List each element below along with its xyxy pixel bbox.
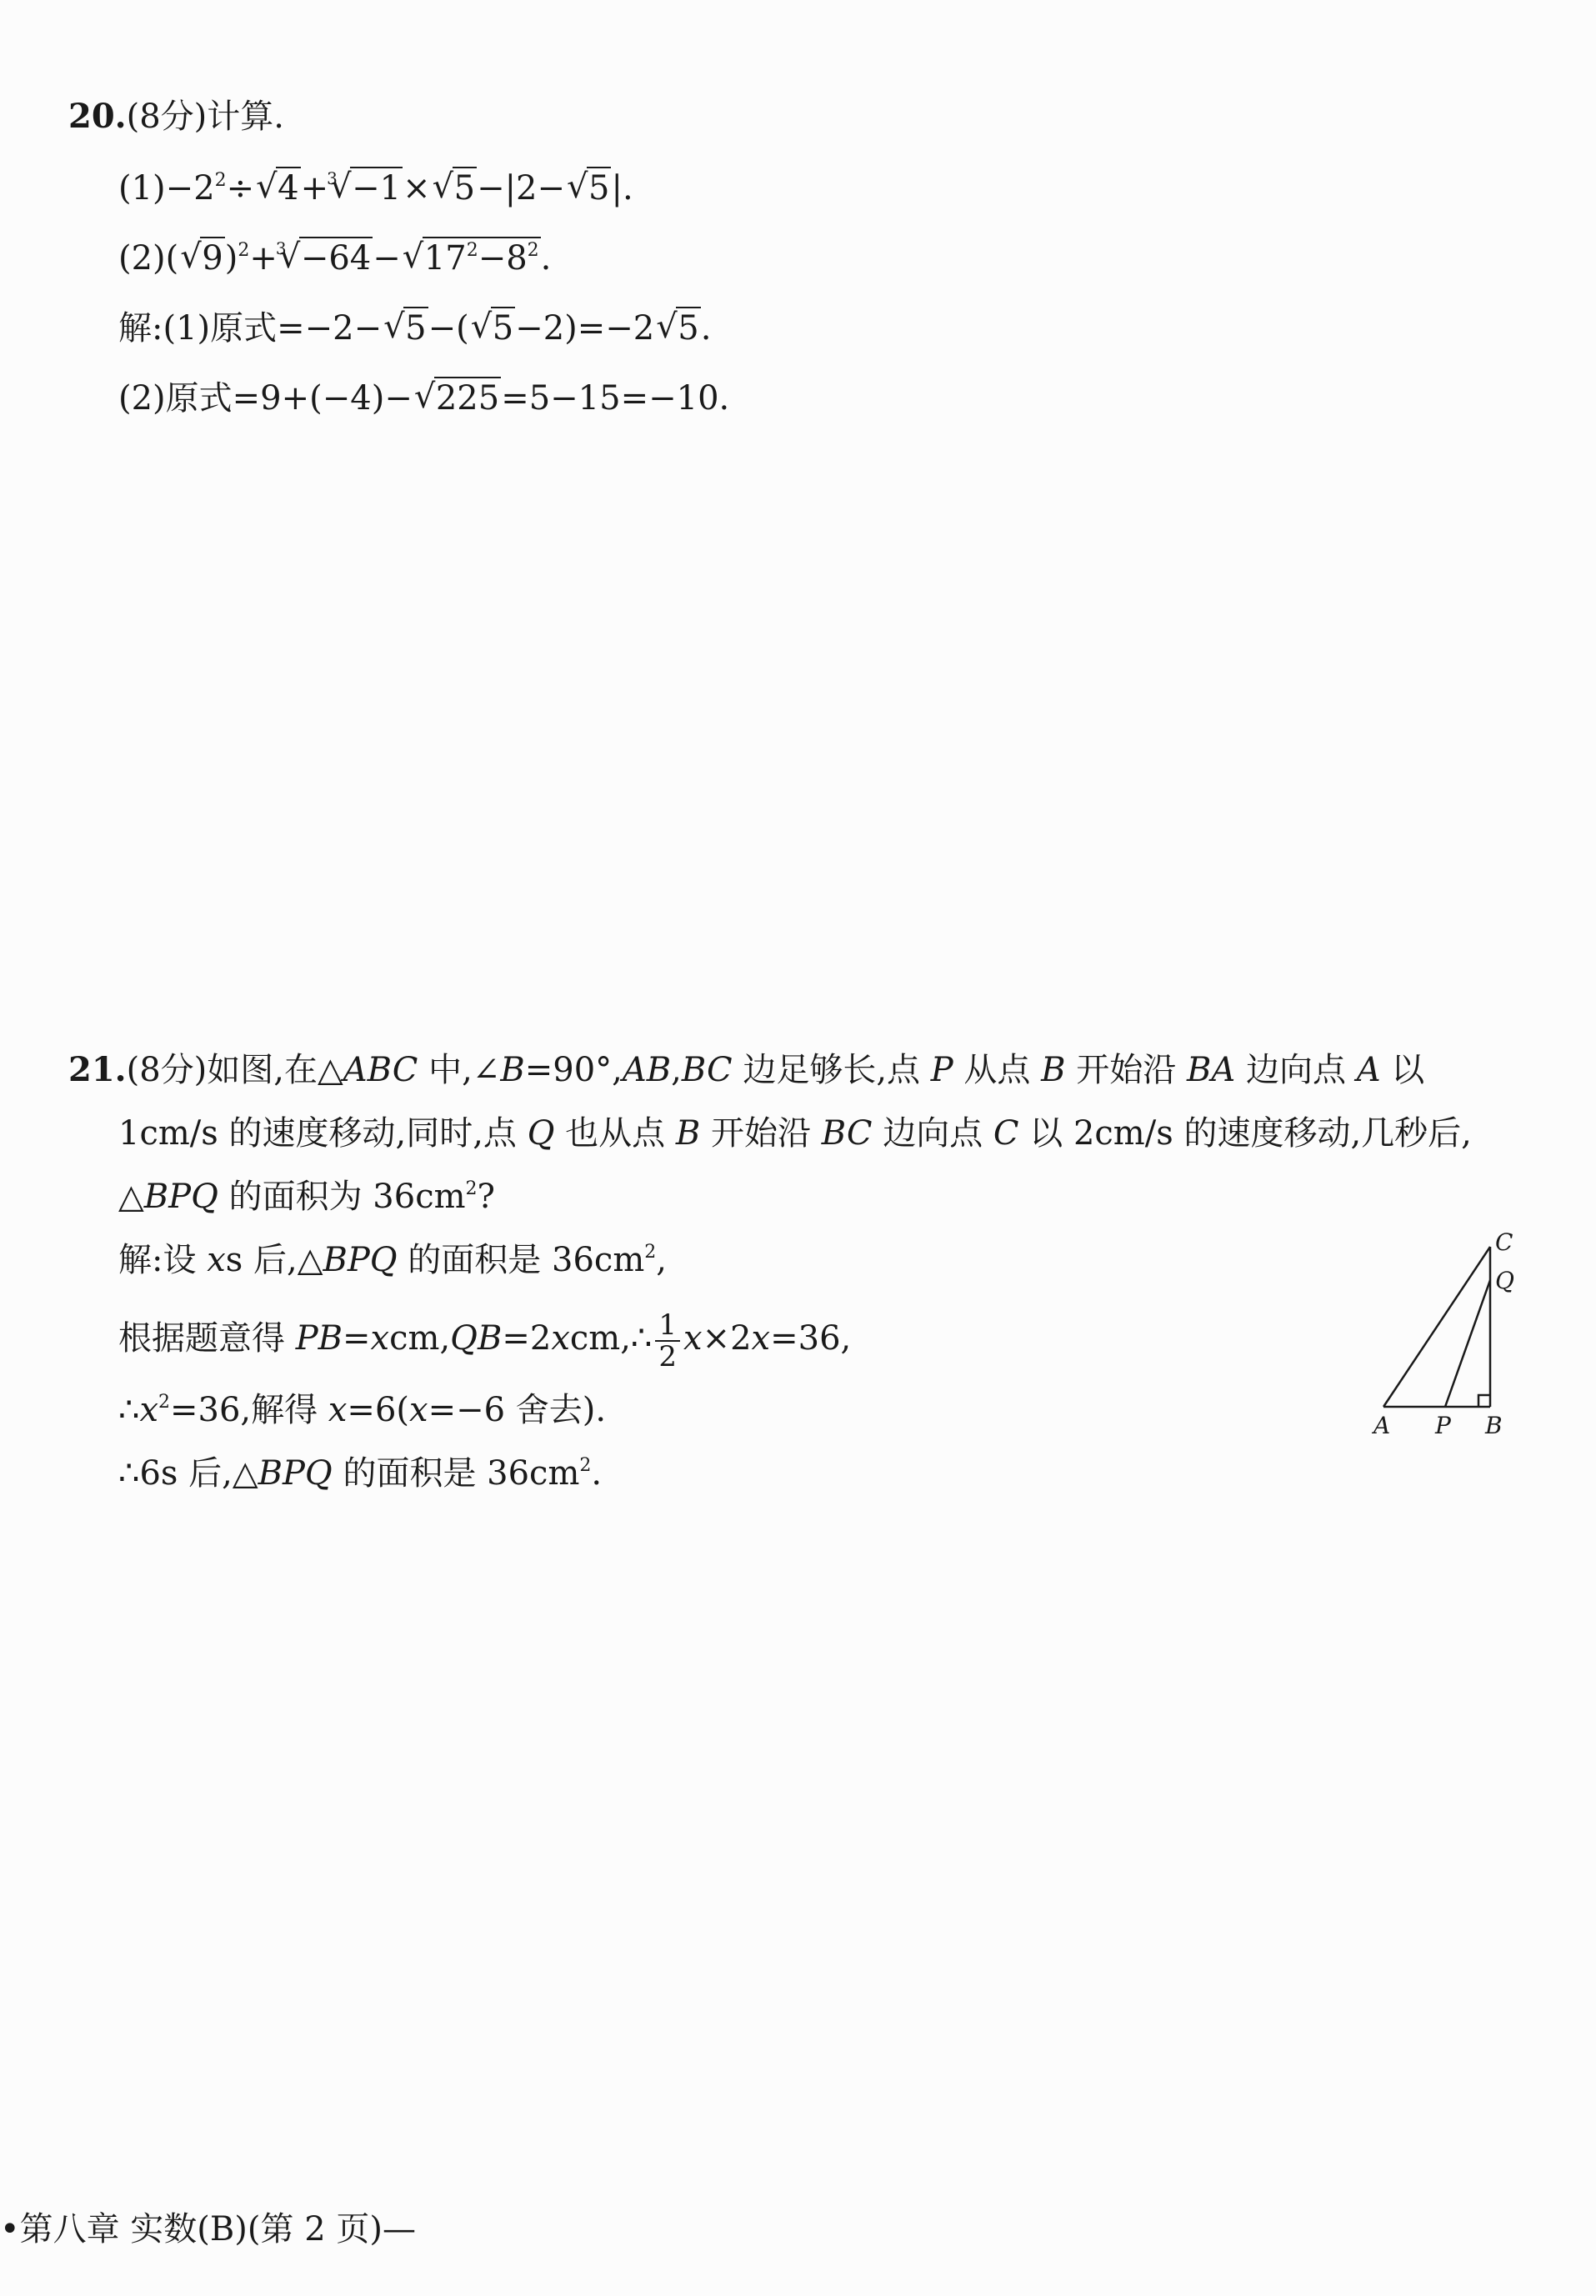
q21-line2: 1cm/s 的速度移动,同时,点 Q 也从点 B 开始沿 BC 边向点 C 以 2cm/s 的速度移动,几秒后, [118, 1114, 1472, 1153]
q21-solution2: 根据题意得 PB=xcm,QB=2xcm,∴ $\frac{1}{2}$ x×2x=36, [118, 1308, 852, 1373]
radical: √ $17^2-8^2$ [403, 235, 541, 282]
q20-solution1: 解:(1)原式=−2−√ 5−(√ 5−2)=−2√ 5. [118, 305, 711, 352]
label-c: C [1495, 1228, 1513, 1256]
segment-pq [1445, 1280, 1490, 1407]
radical: √ 9 [180, 235, 224, 282]
radical: √ 5 [567, 165, 611, 212]
right-angle-mark [1478, 1395, 1490, 1407]
q20-part1: $(1)-2^2\div√$ 4+ √ 3 −1×√ 5−|2−√ 5|. [118, 165, 633, 212]
label-p: P [1435, 1412, 1451, 1439]
radical: √ 5 [471, 305, 515, 352]
label-q: Q [1495, 1267, 1514, 1294]
cube-root: √ 3 −64 [279, 235, 373, 282]
radical: √ 5 [383, 305, 428, 352]
q21-solution3: $\therefore x^2=36$,解得 x=6(x=−6 舍去). [118, 1391, 607, 1429]
page-footer: •第八章 实数(B)(第 2 页)— [0, 2210, 417, 2248]
triangle-figure [1367, 1225, 1533, 1442]
q20-number: 20. [68, 97, 127, 136]
q20-part2: (2)(√ 9)$^2$+ √ 3 −64−√ $17^2-8^2$. [118, 235, 551, 282]
cube-root: √ 3 −1 [330, 165, 403, 212]
radical: √ 5 [656, 305, 700, 352]
radical: √ 4 [256, 165, 300, 212]
fraction: $\frac{1}{2}$ [655, 1310, 680, 1372]
q21-line1: 21.(8分)如图,在△ABC 中,∠B=90°,AB,BC 边足够长,点 P 从点 B 开始沿 BA 边向点 A 以 [68, 1050, 1425, 1089]
q21-line3: △BPQ 的面积为 $36cm^2$? [118, 1178, 495, 1216]
radical: √ 5 [433, 165, 477, 212]
label-a: A [1373, 1412, 1391, 1439]
label-b: B [1485, 1412, 1503, 1439]
q21-solution4: ∴6s 后,△BPQ 的面积是 $36cm^2$. [118, 1454, 603, 1493]
q20-solution2: (2)原式=9+(−4)−√ 225=5−15=−10. [118, 375, 729, 422]
q20-header: 20.(8分)计算. [68, 97, 284, 136]
radical: √ 225 [414, 375, 501, 422]
q21-solution1: 解:设 xs 后,△BPQ 的面积是 $36cm^2$, [118, 1241, 667, 1279]
q21-number: 21. [68, 1050, 127, 1089]
